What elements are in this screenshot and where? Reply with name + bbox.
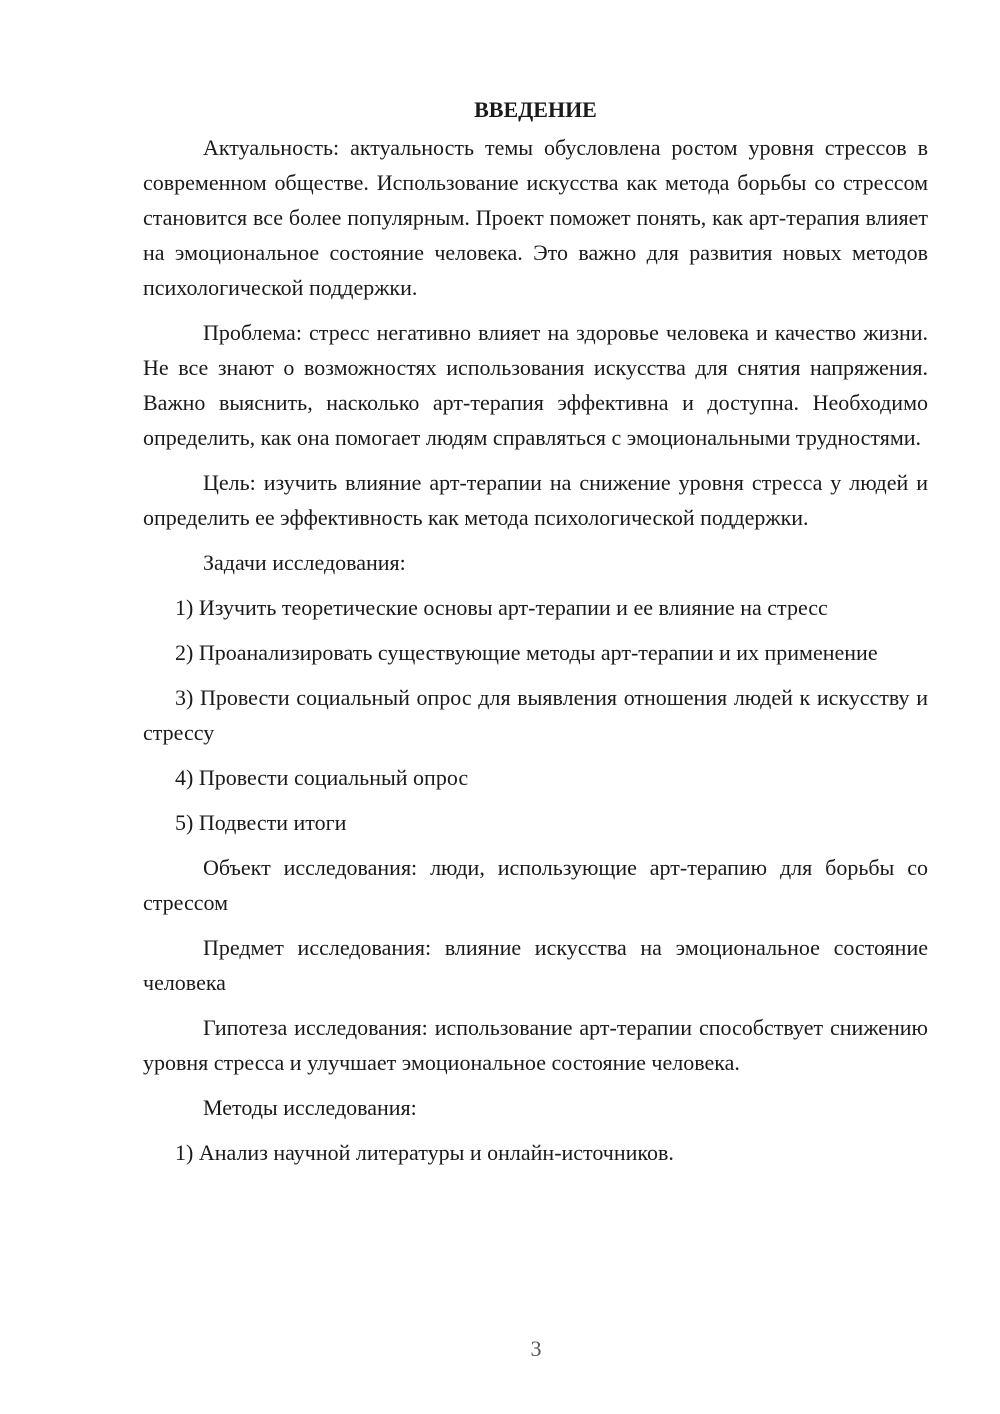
task-item-3: 3) Провести социальный опрос для выявления отношения людей к искусству и стрессу (143, 685, 928, 745)
subject-paragraph: Предмет исследования: влияние искусства на эмоциональное состояние человека (143, 935, 928, 995)
method-item-1: 1) Анализ научной литературы и онлайн-источников. (175, 1140, 674, 1165)
task-item-2: 2) Проанализировать существующие методы арт-терапии и их применение (175, 640, 878, 665)
task-item-5: 5) Подвести итоги (175, 810, 347, 835)
object-paragraph: Объект исследования: люди, использующие арт-терапию для борьбы со стрессом (143, 855, 928, 915)
hypothesis-paragraph: Гипотеза исследования: использование арт-терапии способствует снижению уровня стресса и улучшает эмоциональное состояние человека. (143, 1015, 928, 1075)
section-title: ВВЕДЕНИЕ (474, 97, 597, 122)
problem-paragraph: Проблема: стресс негативно влияет на здоровье человека и качество жизни. Не все знают о возможностях использования искусства для снятия напряжения. Важно выяснить, насколько арт-терапия эффективна и доступна. Необходимо определить, как она помогает людям справляться с эмоциональными трудностями. (143, 320, 928, 450)
task-item-1: 1) Изучить теоретические основы арт-терапии и ее влияние на стресс (175, 595, 828, 620)
relevance-paragraph: Актуальность: актуальность темы обусловлена ростом уровня стрессов в современном обществе. Использование искусства как метода борьбы со стрессом становится все более популярным. Проект поможет понять, как арт-терапия влияет на эмоциональное состояние человека. Это важно для развития новых методов психологической поддержки. (143, 135, 928, 300)
methods-heading: Методы исследования: (203, 1095, 417, 1120)
page-number: 3 (530, 1336, 542, 1361)
task-item-4: 4) Провести социальный опрос (175, 765, 469, 790)
goal-paragraph: Цель: изучить влияние арт-терапии на снижение уровня стресса у людей и определить ее эффективность как метода психологической поддержки. (143, 470, 928, 530)
tasks-heading: Задачи исследования: (203, 550, 406, 575)
document-page (143, 92, 928, 1180)
